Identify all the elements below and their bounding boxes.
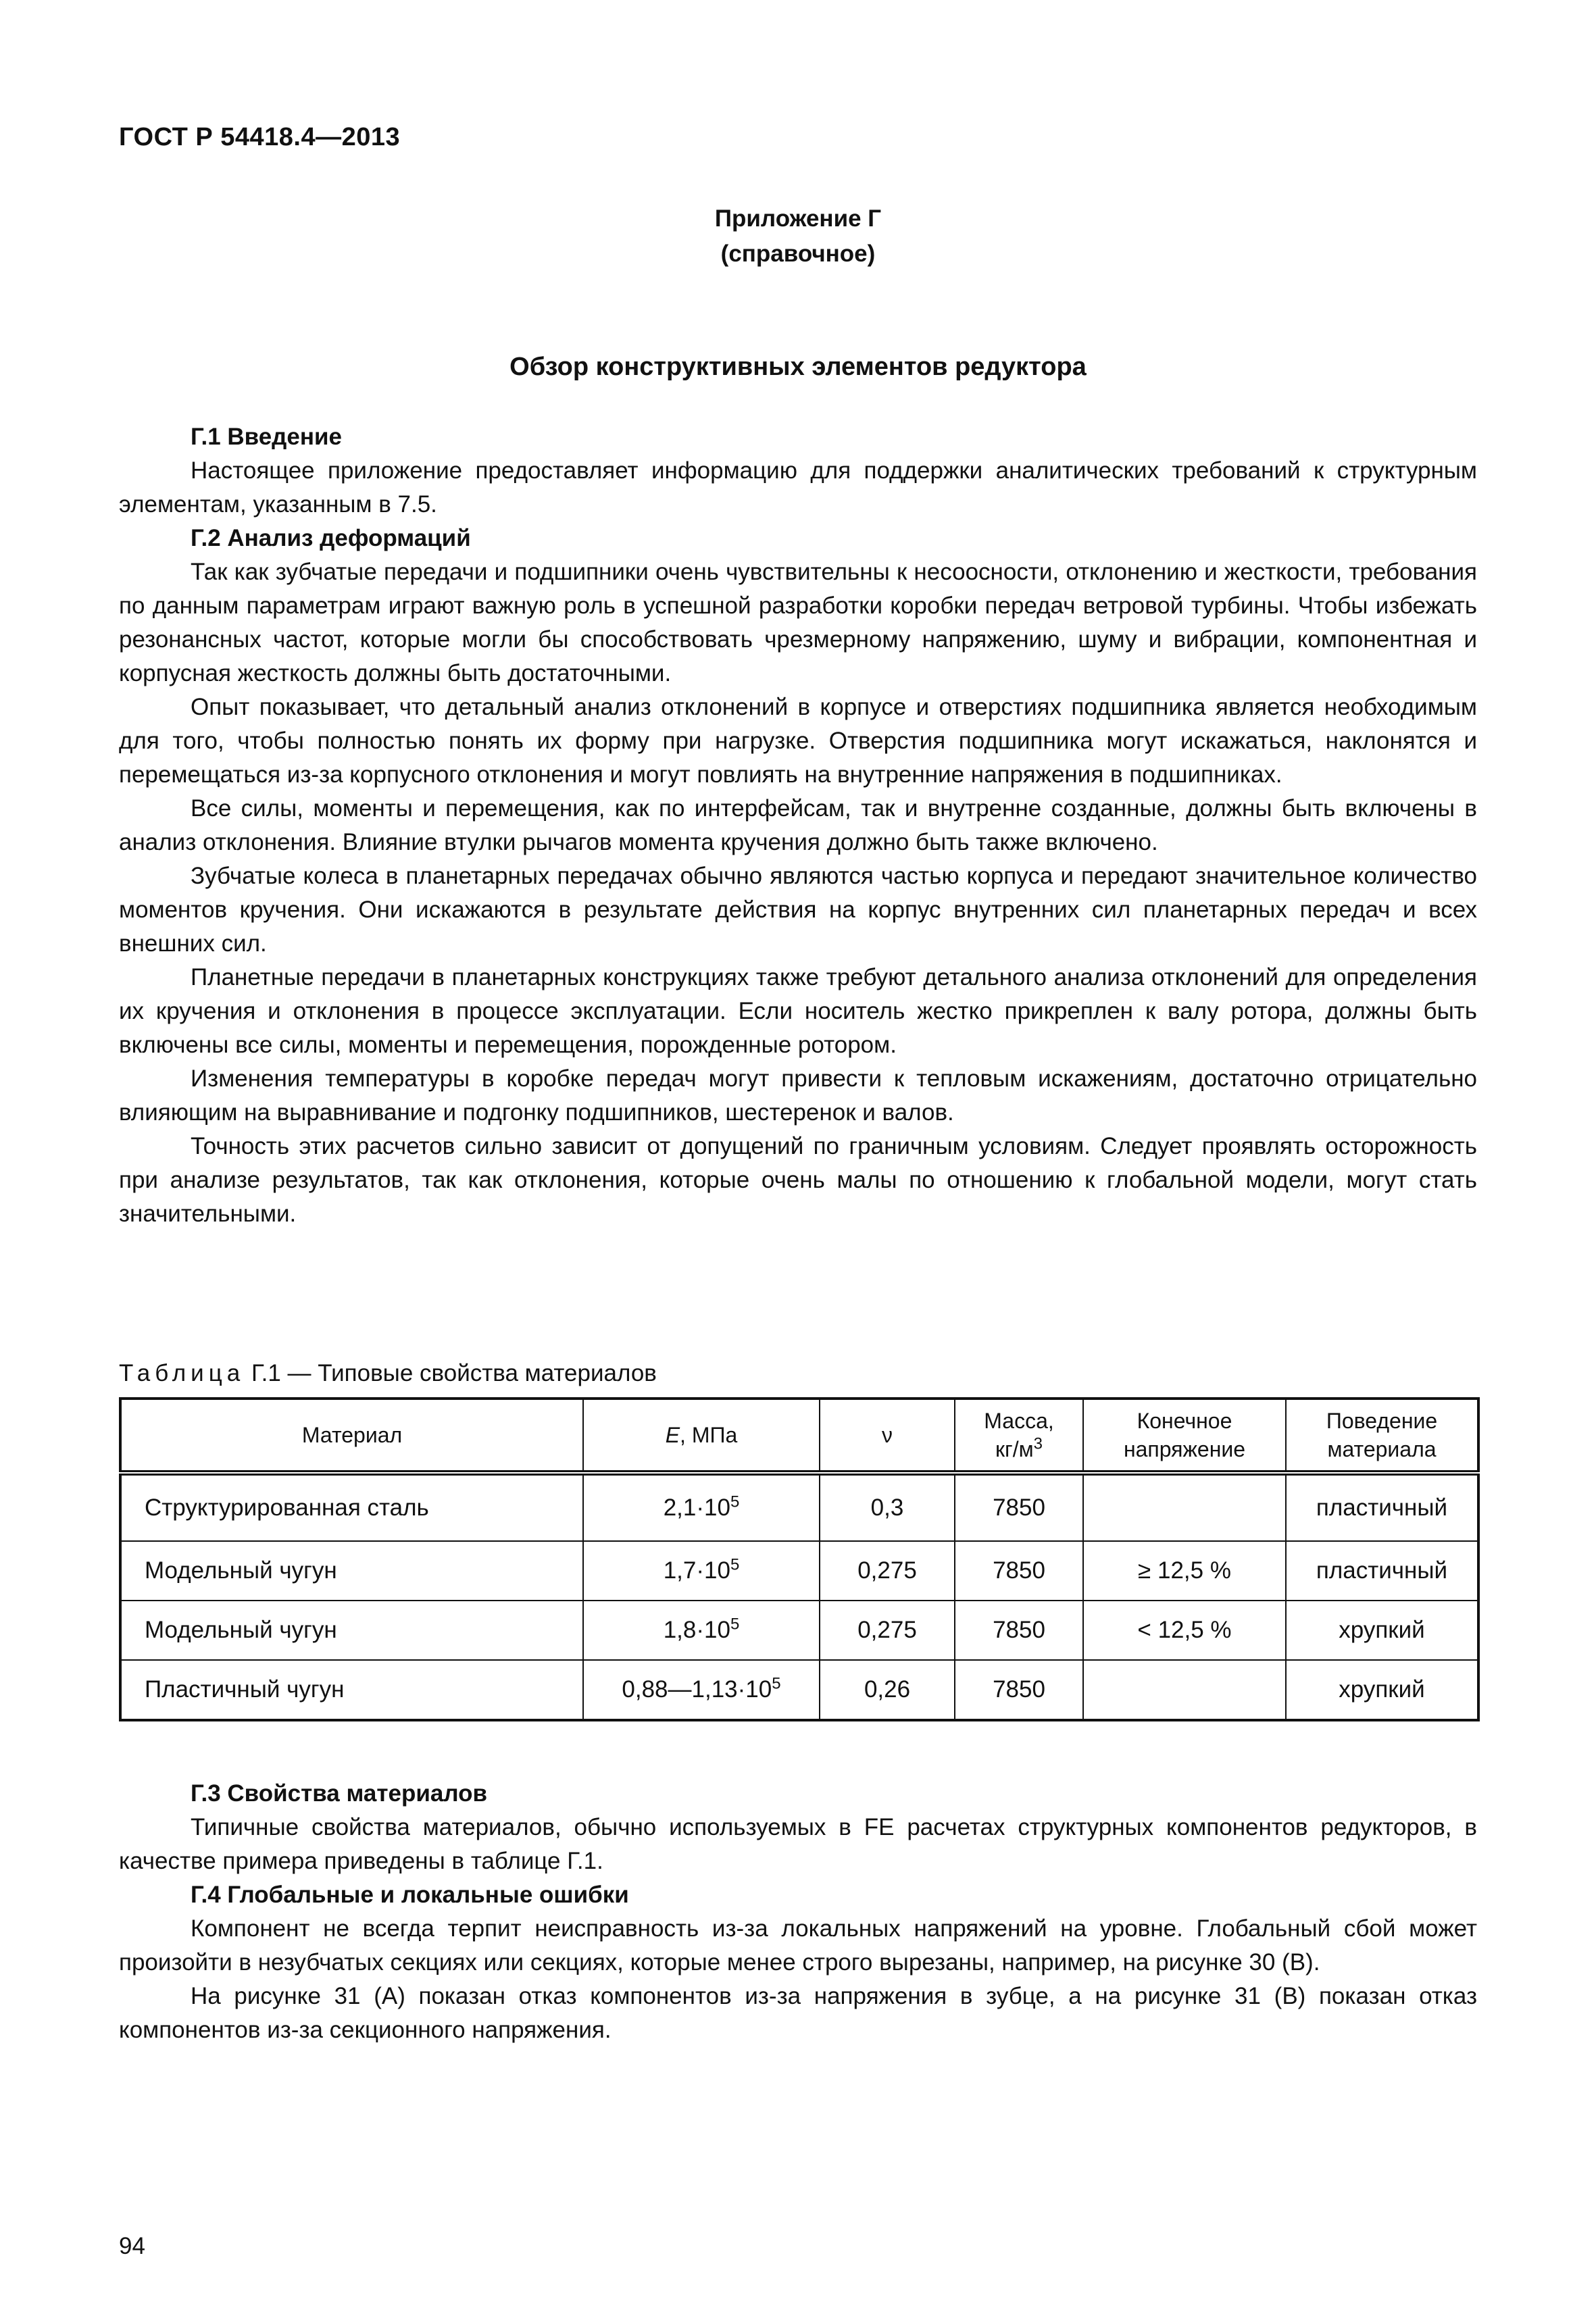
header-modulus: E, МПа xyxy=(583,1399,820,1473)
cell-material: Пластичный чугун xyxy=(120,1660,583,1720)
header-behavior: Поведение материала xyxy=(1286,1399,1478,1473)
paragraph: Типичные свойства материалов, обычно используемых в FE расчетах структурных компонентов редукторов, в качестве примера приведены в таблице Г.1. xyxy=(119,1814,1477,1874)
section-heading-g3: Г.3 Свойства материалов xyxy=(191,1780,487,1807)
cell-poisson: 0,275 xyxy=(820,1541,955,1601)
cell-behavior: хрупкий xyxy=(1286,1601,1478,1660)
cell-material: Структурированная сталь xyxy=(120,1473,583,1541)
paragraph: На рисунке 31 (А) показан отказ компонентов из-за напряжения в зубце, а на рисунке 31 (В) показан отказ компонентов из-за секционного напряжения. xyxy=(119,1983,1477,2043)
cell-mass: 7850 xyxy=(955,1541,1083,1601)
section-heading-g2: Г.2 Анализ деформаций xyxy=(191,525,471,551)
cell-ultimate-stress: ≥ 12,5 % xyxy=(1083,1541,1286,1601)
document-code: ГОСТ Р 54418.4—2013 xyxy=(119,123,401,151)
header-poisson: ν xyxy=(820,1399,955,1473)
body-text-upper xyxy=(119,420,1477,1231)
page-number: 94 xyxy=(119,2233,145,2259)
table-caption-text: Г.1 — Типовые свойства материалов xyxy=(245,1360,657,1386)
cell-material: Модельный чугун xyxy=(120,1541,583,1601)
table-caption-label: Таблица xyxy=(119,1360,245,1386)
table-row xyxy=(120,1473,1478,1541)
cell-poisson: 0,3 xyxy=(820,1473,955,1541)
cell-mass: 7850 xyxy=(955,1601,1083,1660)
body-text-lower xyxy=(119,1777,1477,2047)
header-material: Материал xyxy=(120,1399,583,1473)
paragraph: Изменения температуры в коробке передач могут привести к тепловым искажениям, достаточно отрицательно влияющим на выравнивание и подгонку подшипников, шестеренок и валов. xyxy=(119,1065,1477,1126)
cell-behavior: пластичный xyxy=(1286,1473,1478,1541)
cell-behavior: пластичный xyxy=(1286,1541,1478,1601)
cell-material: Модельный чугун xyxy=(120,1601,583,1660)
cell-modulus: $0,88—1,13\cdot 10^5$ xyxy=(583,1660,820,1720)
section-heading-g1: Г.1 Введение xyxy=(191,424,342,450)
cell-poisson: 0,275 xyxy=(820,1601,955,1660)
cell-ultimate-stress xyxy=(1083,1660,1286,1720)
header-ultimate-stress: Конечное напряжение xyxy=(1083,1399,1286,1473)
annex-title: Приложение Г xyxy=(714,205,882,232)
cell-modulus: $1,8\cdot 10^5$ xyxy=(583,1601,820,1660)
cell-mass: 7850 xyxy=(955,1660,1083,1720)
annex-heading xyxy=(119,201,1477,272)
paragraph: Настоящее приложение предоставляет информацию для поддержки аналитических требований к структурным элементам, указанным в 7.5. xyxy=(119,457,1477,518)
cell-modulus: $1,7\cdot 10^5$ xyxy=(583,1541,820,1601)
cell-ultimate-stress xyxy=(1083,1473,1286,1541)
table-row xyxy=(120,1601,1478,1660)
materials-table xyxy=(119,1397,1480,1721)
paragraph: Все силы, моменты и перемещения, как по интерфейсам, так и внутренне созданные, должны быть включены в анализ отклонения. Влияние втулки рычагов момента кручения должно быть также включено. xyxy=(119,795,1477,855)
cell-modulus: $2,1\cdot 10^5$ xyxy=(583,1473,820,1541)
table-row xyxy=(120,1660,1478,1720)
paragraph: Компонент не всегда терпит неисправность из-за локальных напряжений на уровне. Глобальный сбой может произойти в незубчатых секциях или секциях, которые менее строго вырезаны, например, на рисунке 30 (В). xyxy=(119,1915,1477,1976)
table-row xyxy=(120,1541,1478,1601)
cell-poisson: 0,26 xyxy=(820,1660,955,1720)
paragraph: Зубчатые колеса в планетарных передачах обычно являются частью корпуса и передают значительное количество моментов кручения. Они искажаются в результате действия на корпус внутренних сил планетарных передач и всех внешних сил. xyxy=(119,863,1477,957)
paragraph: Планетные передачи в планетарных конструкциях также требуют детального анализа отклонений для определения их кручения и отклонения в процессе эксплуатации. Если носитель жестко прикреплен к валу ротора, должны быть включены все силы, моменты и перемещения, порожденные ротором. xyxy=(119,964,1477,1058)
section-heading-g4: Г.4 Глобальные и локальные ошибки xyxy=(191,1882,629,1908)
cell-behavior: хрупкий xyxy=(1286,1660,1478,1720)
table-caption xyxy=(119,1357,1477,1390)
paragraph: Так как зубчатые передачи и подшипники очень чувствительны к несоосности, отклонению и жесткости, требования по данным параметрам играют важную роль в успешной разработки коробки передач ветровой турбины. Чтобы избежать резонансных частот, которые могли бы способствовать чрезмерному напряжению, шуму и вибрации, компонентная и корпусная жесткость должны быть достаточными. xyxy=(119,559,1477,686)
cell-mass: 7850 xyxy=(955,1473,1083,1541)
paragraph: Точность этих расчетов сильно зависит от допущений по граничным условиям. Следует проявлять осторожность при анализе результатов, так как отклонения, которые очень малы по отношению к глобальной модели, могут стать значительными. xyxy=(119,1133,1477,1227)
table-header-row xyxy=(120,1399,1478,1473)
paragraph: Опыт показывает, что детальный анализ отклонений в корпусе и отверстиях подшипника является необходимым для того, чтобы полностью понять их форму при нагрузке. Отверстия подшипника могут искажаться, наклонятся и перемещаться из-за корпусного отклонения и могут повлиять на внутренние напряжения в подшипниках. xyxy=(119,694,1477,788)
annex-kind: (справочное) xyxy=(720,241,876,267)
cell-ultimate-stress: < 12,5 % xyxy=(1083,1601,1286,1660)
header-mass: Масса, $кг/м^3$ xyxy=(955,1399,1083,1473)
main-title: Обзор конструктивных элементов редуктора xyxy=(509,353,1087,381)
